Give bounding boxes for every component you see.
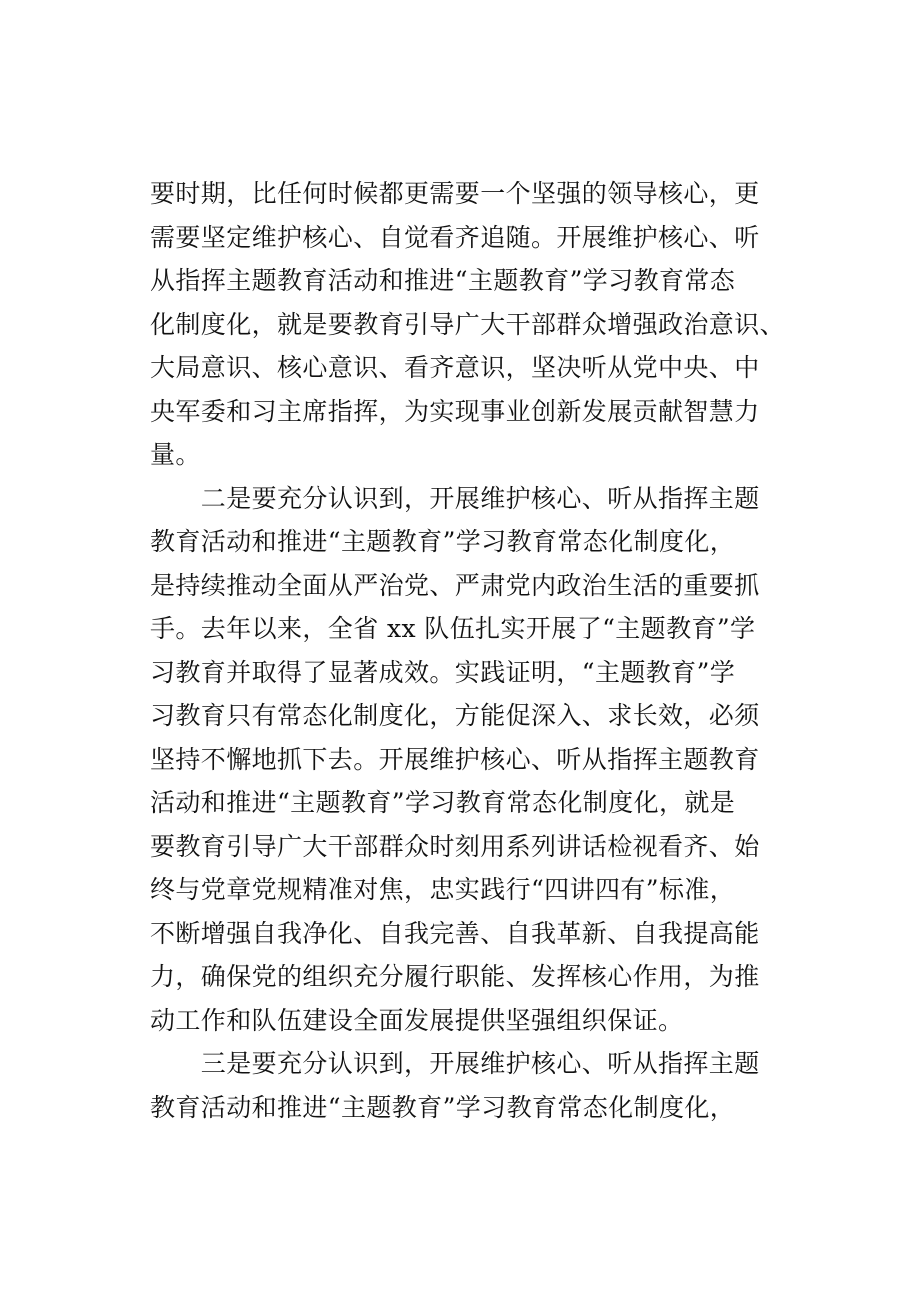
text-line: 不断增强自我净化、自我完善、自我革新、自我提高能 [150, 918, 760, 948]
text-line: 习教育并取得了显著成效。实践证明，“主题教育”学 [150, 657, 736, 687]
text-line: 坚持不懈地抓下去。开展维护核心、听从指挥主题教育 [150, 744, 760, 774]
text-line: 量。 [150, 440, 201, 469]
text-line: 从指挥主题教育活动和推进“主题教育”学习教育常态 [150, 266, 736, 295]
text-line: 手。去年以来，全省 xx 队伍扎实开展了“主题教育”学 [150, 614, 756, 643]
text-line: 要教育引导广大干部群众时刻用系列讲话检视看齐、始 [150, 831, 760, 861]
text-line: 大局意识、核心意识、看齐意识，坚决听从党中央、中 [150, 353, 760, 382]
text-line: 教育活动和推进“主题教育”学习教育常态化制度化， [150, 1092, 736, 1122]
text-line: 央军委和习主席指挥，为实现事业创新发展贡献智慧力 [150, 396, 760, 426]
paragraph-3 [150, 1042, 780, 1129]
text-line: 化制度化，就是要教育引导广大干部群众增强政治意识、 [150, 309, 786, 339]
document-body [150, 172, 786, 1129]
paragraph-2 [150, 477, 780, 1043]
text-line: 三是要充分认识到，开展维护核心、听从指挥主题 [150, 1049, 760, 1078]
text-line: 动工作和队伍建设全面发展提供坚强组织保证。 [150, 1005, 684, 1035]
text-line: 需要坚定维护核心、自觉看齐追随。开展维护核心、听 [150, 222, 760, 252]
text-line: 终与党章党规精准对焦，忠实践行“四讲四有”标准， [150, 875, 736, 904]
paragraph-1 [150, 172, 786, 477]
text-line: 教育活动和推进“主题教育”学习教育常态化制度化， [150, 527, 736, 556]
text-line: 是持续推动全面从严治党、严肃党内政治生活的重要抓 [150, 570, 760, 600]
text-line: 习教育只有常态化制度化，方能促深入、求长效，必须 [150, 701, 760, 730]
text-line: 力，确保党的组织充分履行职能、发挥核心作用，为推 [150, 962, 760, 991]
text-line: 要时期，比任何时候都更需要一个坚强的领导核心，更 [150, 179, 760, 208]
text-line: 活动和推进“主题教育”学习教育常态化制度化，就是 [150, 788, 736, 817]
text-line: 二是要充分认识到，开展维护核心、听从指挥主题 [150, 483, 760, 513]
